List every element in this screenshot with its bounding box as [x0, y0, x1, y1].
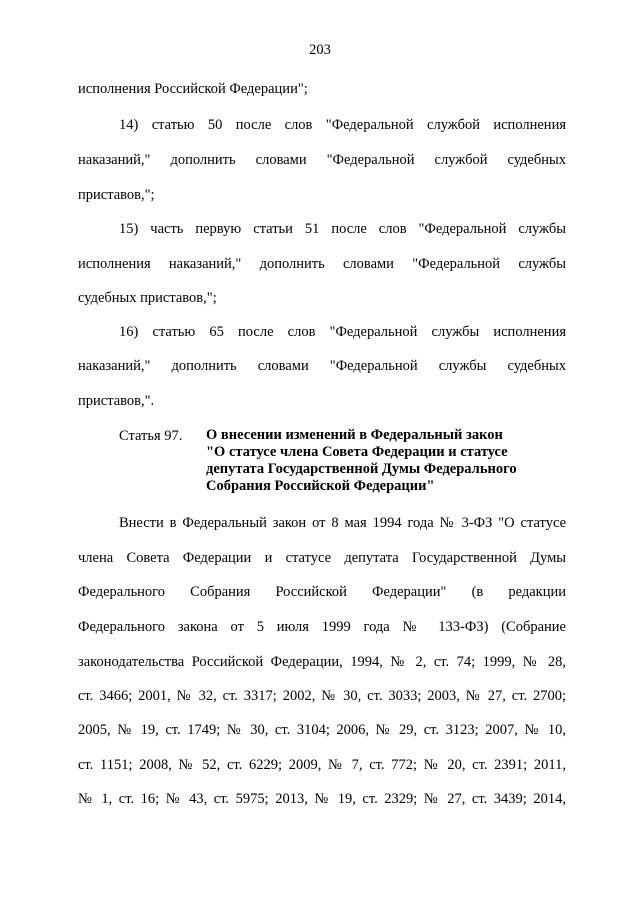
- body-line: ст. 3466; 2001, № 32, ст. 3317; 2002, № 30, ст. 3033; 2003, № 27, ст. 2700;: [78, 688, 566, 704]
- text-line: наказаний," дополнить словами "Федеральной службы судебных: [78, 358, 566, 374]
- page-number: 203: [309, 42, 331, 58]
- text-line: 15) часть первую статьи 51 после слов "Федеральной службы: [119, 221, 566, 237]
- body-line: Федерального Собрания Российской Федерации" (в редакции: [78, 584, 566, 600]
- text-line: исполнения наказаний," дополнить словами "Федеральной службы: [78, 256, 566, 272]
- text-line: исполнения Российской Федерации";: [78, 81, 308, 97]
- article-title-line: О внесении изменений в Федеральный закон: [206, 427, 503, 443]
- text-line: судебных приставов,";: [78, 290, 217, 306]
- text-line: 14) статью 50 после слов "Федеральной службой исполнения: [119, 117, 566, 133]
- body-line: Федерального закона от 5 июля 1999 года № 133-ФЗ) (Собрание: [78, 619, 566, 635]
- text-line: приставов,";: [78, 187, 155, 203]
- body-line: ст. 1151; 2008, № 52, ст. 6229; 2009, № 7, ст. 772; № 20, ст. 2391; 2011,: [78, 757, 566, 773]
- body-line: 2005, № 19, ст. 1749; № 30, ст. 3104; 2006, № 29, ст. 3123; 2007, № 10,: [78, 722, 566, 738]
- article-title-line: Собрания Российской Федерации": [206, 478, 435, 494]
- article-title-line: "О статусе члена Совета Федерации и статусе: [206, 444, 508, 460]
- body-line: законодательства Российской Федерации, 1994, № 2, ст. 74; 1999, № 28,: [78, 654, 566, 670]
- text-line: приставов,".: [78, 393, 155, 409]
- article-title: [206, 427, 566, 495]
- body-line: члена Совета Федерации и статусе депутата Государственной Думы: [78, 550, 566, 566]
- body-line: № 1, ст. 16; № 43, ст. 5975; 2013, № 19, ст. 2329; № 27, ст. 3439; 2014,: [78, 791, 566, 807]
- article-title-line: депутата Государственной Думы Федерального: [206, 461, 517, 477]
- text-line: 16) статью 65 после слов "Федеральной службы исполнения: [119, 324, 566, 340]
- article-label: Статья 97.: [119, 428, 183, 444]
- body-line: Внести в Федеральный закон от 8 мая 1994 года № 3-ФЗ "О статусе: [119, 515, 566, 531]
- text-line: наказаний," дополнить словами "Федеральной службой судебных: [78, 152, 566, 168]
